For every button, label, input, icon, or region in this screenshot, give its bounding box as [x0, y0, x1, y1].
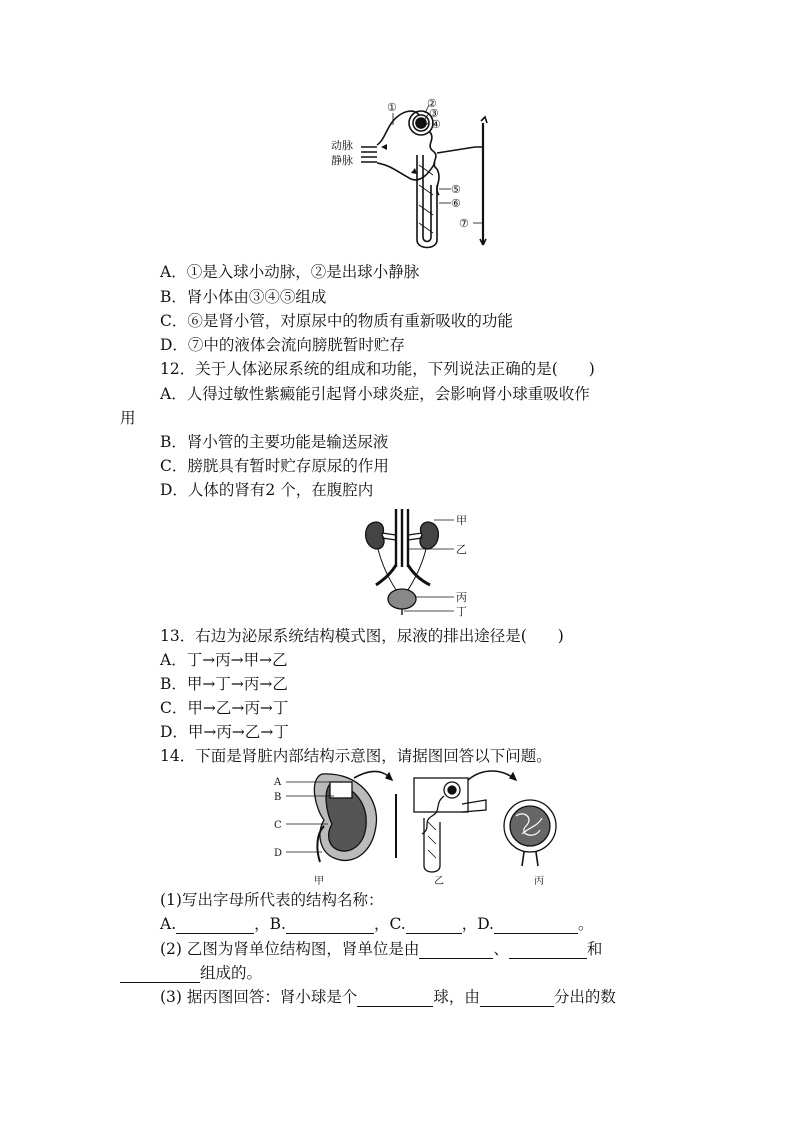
label-5: ⑤ [451, 183, 461, 196]
part2-start: (2) 乙图为肾单位结构图，肾单位是由 [160, 940, 420, 958]
label-4: ④ [431, 118, 441, 131]
q13-option-d: D．甲→丙→乙→丁 [160, 723, 289, 741]
blank-d-label: ，D. [461, 915, 494, 933]
blank-part2-2[interactable] [509, 942, 587, 959]
label-fig-yi: 乙 [434, 876, 444, 887]
label-1: ① [387, 101, 397, 114]
nephron-diagram [325, 95, 505, 255]
part3-end: 分出的数 [553, 988, 616, 1006]
nephron-figure [325, 95, 505, 255]
q13-stem: 13．右边为泌尿系统结构模式图，尿液的排出途径是( ) [160, 627, 564, 645]
q11-option-c: C．⑥是肾小管，对原尿中的物质有重新吸收的功能 [160, 312, 513, 330]
q11-option-d: D．⑦中的液体会流向膀胱暂时贮存 [160, 336, 405, 354]
label-ding: 丁 [456, 605, 467, 617]
q14-part3-line1 [160, 987, 616, 1007]
blank-a[interactable] [176, 917, 254, 934]
kidney-structure-diagram [272, 770, 572, 888]
label-vein: 静脉 [331, 154, 353, 167]
label-fig-jia: 甲 [314, 876, 324, 887]
q11-option-b: B．肾小体由③④⑤组成 [160, 288, 327, 306]
urinary-system-figure [360, 505, 480, 617]
q12-option-b: B．肾小管的主要功能是输送尿液 [160, 433, 389, 451]
q12-option-c: C．膀胱具有暂时贮存原尿的作用 [160, 457, 389, 475]
q13-option-a: A．丁→丙→甲→乙 [160, 651, 288, 669]
blank-c[interactable] [406, 917, 462, 934]
kidney-structure-figure [272, 770, 572, 888]
blank-part2-3[interactable] [120, 966, 200, 983]
urinary-system-diagram [360, 505, 480, 617]
q14-stem: 14．下面是肾脏内部结构示意图，请据图回答以下问题。 [160, 747, 552, 765]
label-fig-bing: 丙 [534, 876, 544, 887]
q12-option-d: D．人体的肾有2 个，在腹腔内 [160, 481, 374, 499]
part1-end: 。 [578, 915, 594, 933]
q12-stem: 12．关于人体泌尿系统的组成和功能，下列说法正确的是( ) [160, 360, 595, 378]
label-C: C [274, 820, 282, 831]
part3-mid: 球，由 [433, 988, 480, 1006]
label-B: B [274, 792, 282, 803]
label-artery: 动脉 [331, 139, 353, 152]
q14-part1-prompt: (1)写出字母所代表的结构名称： [160, 891, 384, 909]
q13-option-b: B．甲→丁→丙→乙 [160, 675, 288, 693]
blank-b[interactable] [286, 917, 374, 934]
label-jia: 甲 [456, 514, 467, 527]
q14-part1-blanks [160, 914, 594, 934]
blank-part3-1[interactable] [357, 990, 433, 1007]
part2-sep: 、 [493, 940, 509, 958]
part2-and: 和 [586, 940, 603, 958]
part3-start: (3) 据丙图回答：肾小球是个 [160, 988, 358, 1006]
label-A: A [274, 777, 282, 788]
blank-b-label: ，B. [254, 915, 286, 933]
label-3: ③ [429, 107, 439, 120]
q11-option-a: A．①是入球小动脉，②是出球小静脉 [160, 263, 420, 281]
blank-a-label: A. [160, 915, 177, 933]
blank-part3-2[interactable] [480, 990, 554, 1007]
q12-option-a-line1: A．人得过敏性紫癜能引起肾小球炎症，会影响肾小球重吸收作 [160, 385, 590, 403]
label-bing: 丙 [456, 591, 467, 604]
label-yi: 乙 [456, 543, 467, 556]
label-7: ⑦ [459, 217, 469, 230]
label-2: ② [427, 97, 437, 110]
q14-part2-line2 [120, 963, 262, 983]
label-D: D [274, 848, 283, 859]
q14-part2-line1 [160, 939, 602, 959]
part2-end: 组成的。 [200, 964, 263, 982]
q12-option-a-line2: 用 [120, 409, 136, 427]
q13-option-c: C．甲→乙→丙→丁 [160, 699, 289, 717]
label-6: ⑥ [451, 197, 461, 210]
blank-part2-1[interactable] [419, 942, 493, 959]
blank-d[interactable] [494, 917, 578, 934]
blank-c-label: ，C. [373, 915, 406, 933]
